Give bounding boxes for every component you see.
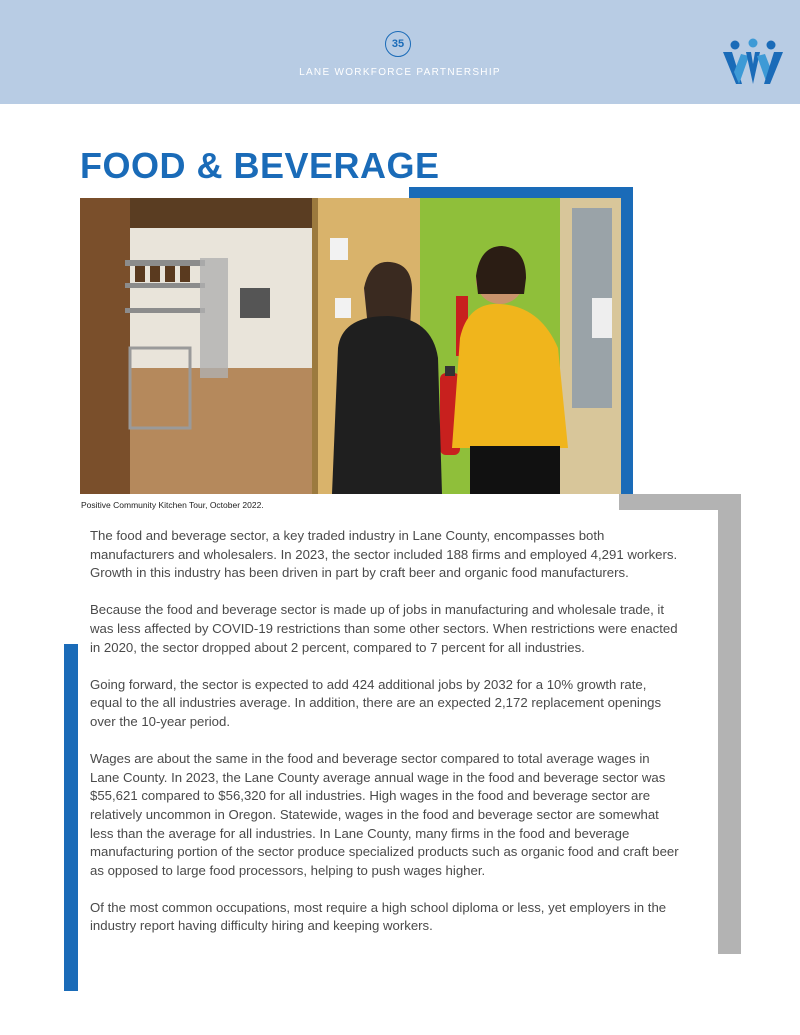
lane-workforce-logo-icon — [720, 38, 786, 88]
page-header — [0, 0, 800, 104]
gray-frame-right — [718, 494, 741, 954]
paragraph-intro: The food and beverage sector, a key traded industry in Lane County, encompasses both manufacturers and wholesalers. In 2023, the sector included 188 firms and employed 4,291 workers. Growth in this industry has been driven in part by craft beer and organic food manufacturers. — [90, 528, 678, 581]
photo-caption: Positive Community Kitchen Tour, October 2022. — [81, 500, 264, 510]
paragraph-covid: Because the food and beverage sector is made up of jobs in manufacturing and wholesale trade, it was less affected by COVID-19 restrictions than some other sectors. When restrictions were enacted in 2020, the sector dropped about 2 percent, compared to 7 percent for all industries. — [90, 602, 678, 655]
body-text — [90, 527, 680, 955]
page-title: FOOD & BEVERAGE — [80, 145, 440, 186]
blue-accent-bar — [64, 644, 78, 991]
page-number: 35 — [385, 31, 411, 57]
organization-name: LANE WORKFORCE PARTNERSHIP — [299, 67, 501, 78]
blue-frame-right — [621, 187, 633, 495]
paragraph-wages: Wages are about the same in the food and beverage sector compared to total average wages in Lane County. In 2023, the Lane County average annual wage in the food and beverage sector was $55,621 compared to $56,320 for all industries. High wages in the food and beverage sector are relatively uncommon in Oregon. Statewide, wages in the food and beverage sector are somewhat less than the average for all industries. In Lane County, many firms in the food and beverage manufacturing portion of the sector produce specialized products such as organic food and craft beer as opposed to large food processors, helping to push wages higher. — [90, 751, 679, 878]
paragraph-occupations: Of the most common occupations, most require a high school diploma or less, yet employers in the industry report having difficulty hiring and keeping workers. — [90, 899, 667, 934]
photo-illustration — [80, 198, 621, 494]
kitchen-tour-photo — [80, 198, 621, 494]
blue-frame-top — [409, 187, 633, 198]
paragraph-outlook: Going forward, the sector is expected to add 424 additional jobs by 2032 for a 10% growth rate, equal to the all industries average. In addition, there are an expected 2,172 replacement openings over the 10-year period. — [90, 676, 662, 729]
